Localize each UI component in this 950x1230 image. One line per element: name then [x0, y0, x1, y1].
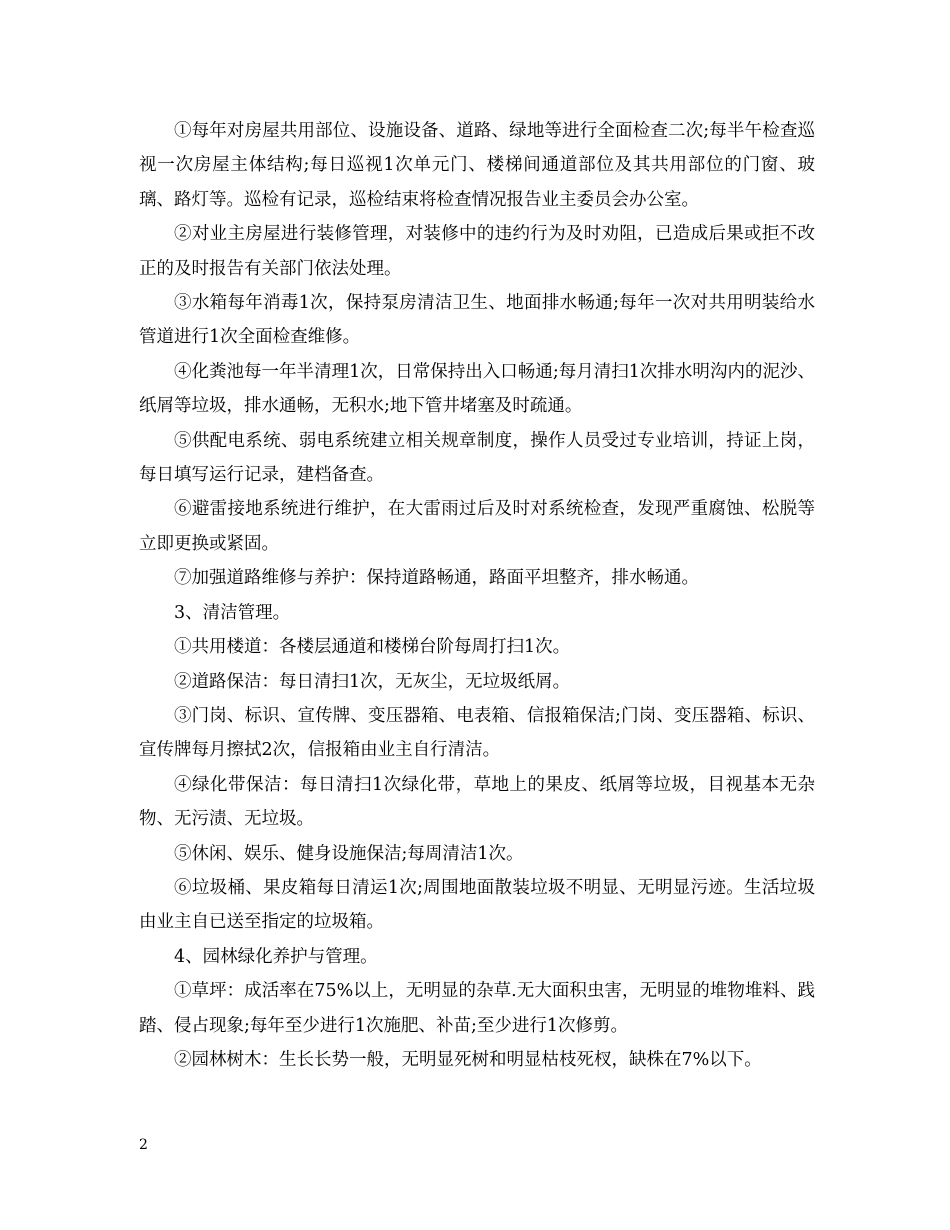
paragraph-greenbelt-cleaning: ④绿化带保洁：每日清扫1次绿化带，草地上的果皮、纸屑等垃圾，目视基本无杂物、无污渍、无垃圾。	[139, 774, 815, 830]
paragraph-lawn: ①草坪：成活率在75%以上，无明显的杂草.无大面积虫害，无明显的堆物堆料、践踏、侵占现象;每年至少进行1次施肥、补苗;至少进行1次修剪。	[139, 981, 815, 1036]
paragraph-power-system: ⑤供配电系统、弱电系统建立相关规章制度，操作人员受过专业培训，持证上岗，每日填写运行记录，建档备查。	[139, 430, 815, 486]
paragraph-corridors: ①共用楼道：各楼层通道和楼梯台阶每周打扫1次。	[174, 637, 571, 658]
paragraph-inspection: ①每年对房屋共用部位、设施设备、道路、绿地等进行全面检查二次;每半午检查巡视一次房屋主体结构;每日巡视1次单元门、楼梯间通道部位及其共用部位的门窗、玻璃、路灯等。巡检有记录，巡检结束将检查情况报告业主委员会办公室。	[139, 121, 815, 210]
paragraph-lightning: ⑥避雷接地系统进行维护，在大雷雨过后及时对系统检查，发现严重腐蚀、松脱等立即更换或紧固。	[139, 499, 815, 554]
paragraph-septic-tank: ④化粪池每一年半清理1次，日常保持出入口畅通;每月清扫1次排水明沟内的泥沙、纸屑等垃圾，排水通畅，无积水;地下管井堵塞及时疏通。	[139, 361, 815, 417]
page-number: 2	[139, 1137, 148, 1153]
paragraph-road-cleaning: ②道路保洁：每日清扫1次，无灰尘，无垃圾纸屑。	[174, 671, 571, 692]
section-heading-cleaning: 3、清洁管理。	[174, 602, 291, 623]
paragraph-facilities-cleaning: ⑤休闲、娱乐、健身设施保洁;每周清洁1次。	[174, 843, 524, 864]
paragraph-renovation: ②对业主房屋进行装修管理，对装修中的违约行为及时劝阻，已造成后果或拒不改正的及时报告有关部门依法处理。	[139, 224, 815, 279]
paragraph-road-maintenance: ⑦加强道路维修与养护：保持道路畅通，路面平坦整齐，排水畅通。	[174, 568, 699, 589]
paragraph-signage-cleaning: ③门岗、标识、宣传牌、变压器箱、电表箱、信报箱保洁;门岗、变压器箱、标识、宣传牌每月擦拭2次，信报箱由业主自行清洁。	[139, 705, 815, 761]
document-body	[139, 114, 815, 1077]
section-heading-landscaping: 4、园林绿化养护与管理。	[174, 946, 378, 967]
paragraph-water-tank: ③水箱每年消毒1次，保持泵房清洁卫生、地面排水畅通;每年一次对共用明装给水管道进行1次全面检查维修。	[139, 293, 815, 348]
paragraph-trees: ②园林树木：生长长势一般，无明显死树和明显枯枝死杈，缺株在7%以下。	[174, 1049, 762, 1070]
paragraph-garbage: ⑥垃圾桶、果皮箱每日清运1次;周围地面散装垃圾不明显、无明显污迹。生活垃圾由业主自已送至指定的垃圾箱。	[139, 877, 815, 933]
